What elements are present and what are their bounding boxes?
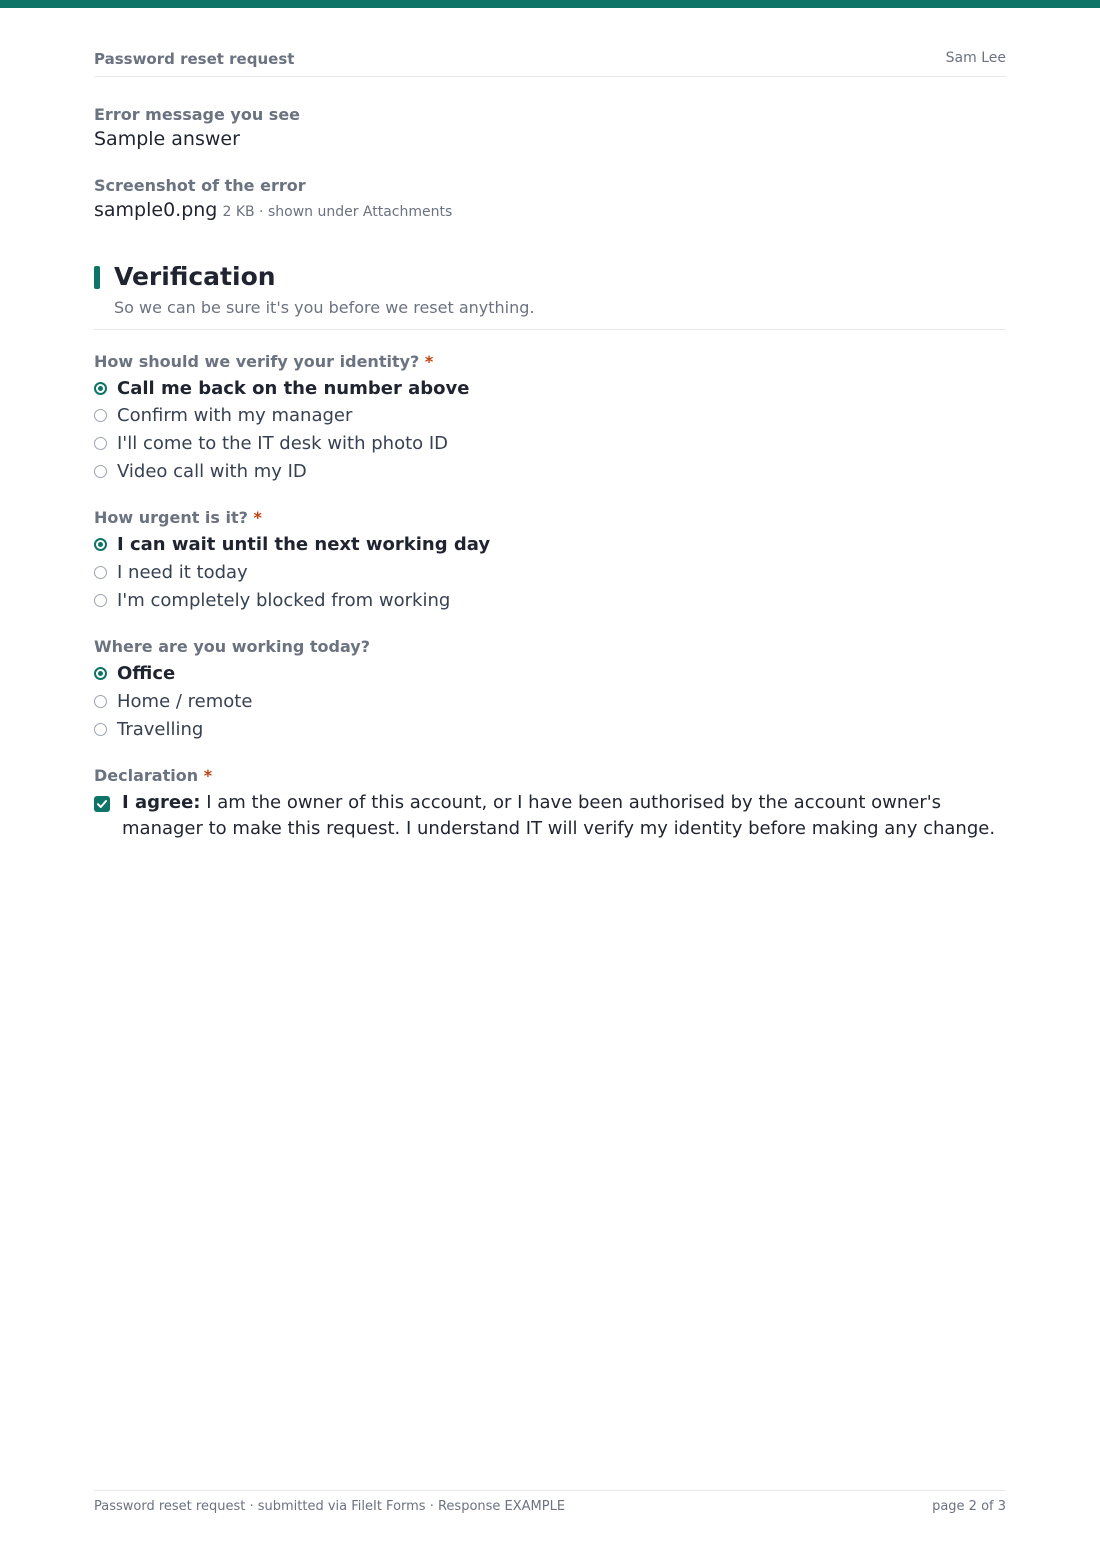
radio-option[interactable] [94,588,450,612]
option-label: Video call with my ID [117,460,307,482]
question-label-text: How urgent is it? [94,508,248,527]
field-error-message [94,105,300,150]
radio-option[interactable] [94,560,248,584]
required-mark: * [424,352,434,371]
radio-option[interactable] [94,689,252,713]
section-header [94,262,1006,330]
declaration-checkbox[interactable] [94,796,110,812]
radio-option[interactable] [94,717,203,741]
option-label: I need it today [117,561,248,583]
declaration-text [122,790,1006,842]
required-mark: * [253,508,262,527]
page-header [94,48,1006,77]
field-label: Error message you see [94,105,301,124]
respondent-name: Sam Lee [945,50,1006,66]
question-label [94,352,433,371]
option-label: I'll come to the IT desk with photo ID [117,432,449,454]
radio-option[interactable] [94,403,352,427]
radio-option[interactable] [94,376,469,400]
field-label: Screenshot of the error [94,176,306,195]
declaration-lead: I agree: [122,792,201,813]
radio-unselected-icon [94,566,107,579]
attachment-meta: 2 KB · shown under Attachments [222,204,453,220]
question-label-text: Where are you working today? [94,637,371,656]
attachment-file-name: sample0.png [94,199,218,221]
form-title: Password reset request [94,50,295,68]
option-label: Confirm with my manager [117,404,353,426]
radio-unselected-icon [94,723,107,736]
question-label-text: How should we verify your identity? [94,352,420,371]
option-label: Travelling [117,718,204,740]
top-accent-bar [0,0,1100,8]
section-title: Verification [114,262,276,291]
field-answer: Sample answer [94,128,240,150]
option-label: I'm completely blocked from working [117,589,451,611]
question-label [94,637,370,656]
radio-selected-icon [94,382,107,395]
radio-option[interactable] [94,532,490,556]
option-label: Home / remote [117,690,253,712]
radio-selected-icon [94,667,107,680]
page-footer [94,1490,1006,1514]
question-label [94,508,262,527]
option-label: Call me back on the number above [117,377,470,399]
radio-selected-icon [94,538,107,551]
question-label [94,766,212,785]
radio-unselected-icon [94,695,107,708]
radio-unselected-icon [94,409,107,422]
option-label: I can wait until the next working day [117,533,491,555]
question-label-text: Declaration [94,766,199,785]
radio-option[interactable] [94,459,307,483]
field-screenshot [94,176,452,221]
option-label: Office [117,662,176,684]
radio-unselected-icon [94,437,107,450]
radio-option[interactable] [94,431,448,455]
radio-unselected-icon [94,594,107,607]
page-number: page 2 of 3 [932,1499,1006,1514]
section-accent-bar [94,266,100,289]
footer-left: Password reset request · submitted via FileIt Forms · Response EXAMPLE [94,1499,566,1514]
required-mark: * [203,766,213,785]
declaration-body: I am the owner of this account, or I have been authorised by the account owner's manager to make this request. I understand IT will verify my identity before making any change. [122,792,996,839]
checkmark-icon [96,798,108,810]
radio-option[interactable] [94,661,175,685]
radio-unselected-icon [94,465,107,478]
section-subtitle: So we can be sure it's you before we reset anything. [114,298,535,317]
